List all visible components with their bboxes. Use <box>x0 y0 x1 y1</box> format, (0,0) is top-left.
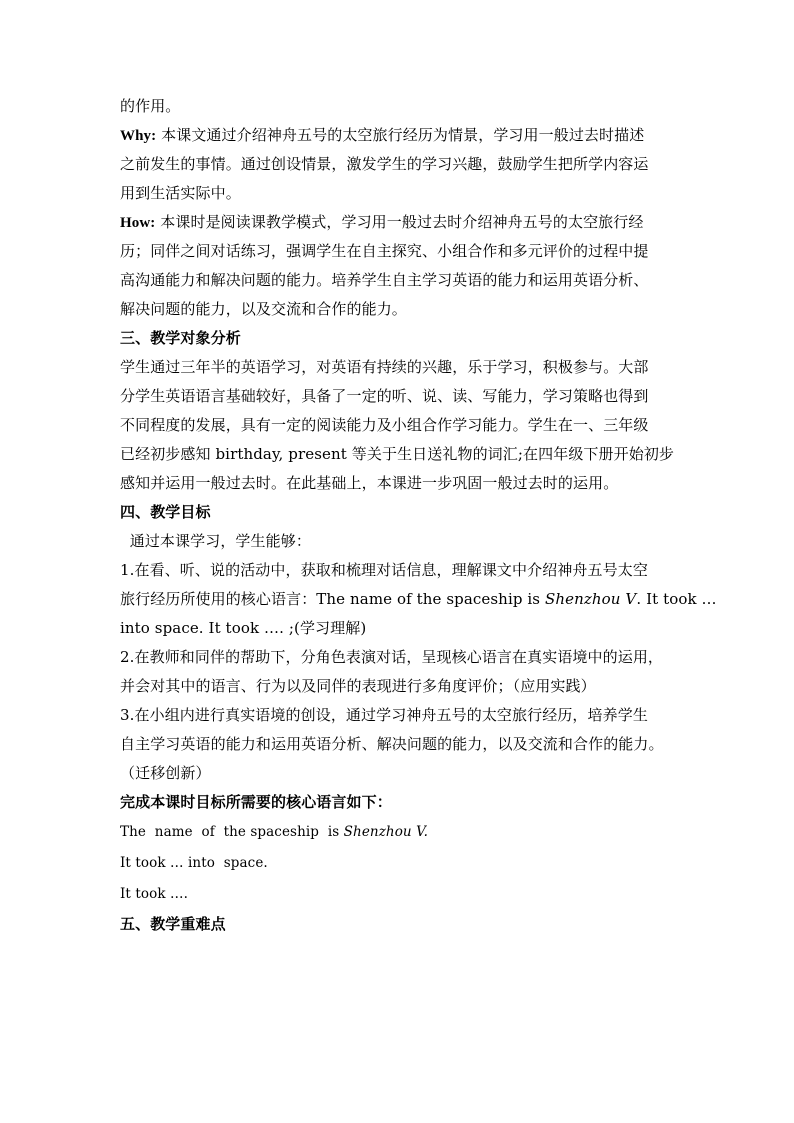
section3-line: 学生通过三年半的英语学习，对英语有持续的兴趣，乐于学习，积极参与。大部 <box>120 358 649 376</box>
goal-1-text: 旅行经历所使用的核心语言：The name of the spaceship is <box>120 590 545 608</box>
core-sentence-1-text: The name of the spaceship is <box>120 824 344 840</box>
core-language-heading: 完成本课时目标所需要的核心语言如下： <box>120 793 392 811</box>
document-body <box>120 92 717 939</box>
section-heading-3: 三、教学对象分析 <box>120 329 241 347</box>
section-heading-4: 四、教学目标 <box>120 503 211 521</box>
goal-2-line: 2.在教师和同伴的帮助下，分角色表演对话，呈现核心语言在真实语境中的运用， <box>120 648 664 666</box>
why-label: Why: <box>120 128 157 144</box>
section3-line: 不同程度的发展，具有一定的阅读能力及小组合作学习能力。学生在一、三年级 <box>120 416 649 434</box>
core-sentence-2: It took … into space. <box>120 855 268 871</box>
why-text: 本课文通过介绍神舟五号的太空旅行经历为情景，学习用一般过去时描述 <box>161 126 645 144</box>
how-text: 本课时是阅读课教学模式，学习用一般过去时介绍神舟五号的太空旅行经 <box>160 213 644 231</box>
section-heading-5: 五、教学重难点 <box>120 915 226 933</box>
core-sentence-3: It took …. <box>120 886 188 902</box>
spaceship-name: Shenzhou V <box>544 590 637 608</box>
how-paragraph-line: 解决问题的能力，以及交流和合作的能力。 <box>120 300 407 318</box>
core-sentence-1 <box>120 817 678 848</box>
why-paragraph-line <box>120 121 678 150</box>
goal-2-line: 并会对其中的语言、行为以及同伴的表现进行多角度评价；（应用实践） <box>120 677 596 695</box>
goal-1-line <box>120 585 717 614</box>
goal-3-line: 自主学习英语的能力和运用英语分析、解决问题的能力，以及交流和合作的能力。 <box>120 735 664 753</box>
section3-line: 已经初步感知 birthday, present 等关于生日送礼物的词汇;在四年级下册开始初步 <box>120 445 675 463</box>
why-paragraph-line: 之前发生的事情。通过创设情景，激发学生的学习兴趣，鼓励学生把所学内容运 <box>120 155 649 173</box>
core-sentence-1-name: Shenzhou V. <box>343 824 428 840</box>
goal-1-line: into space. It took …. ;(学习理解) <box>120 619 367 637</box>
how-paragraph-line: 历；同伴之间对话练习，强调学生在自主探究、小组合作和多元评价的过程中提 <box>120 242 649 260</box>
goal-1-line: 1.在看、听、说的活动中，获取和梳理对话信息，理解课文中介绍神舟五号太空 <box>120 561 648 579</box>
how-label: How: <box>120 215 156 231</box>
why-paragraph-line: 用到生活实际中。 <box>120 184 241 202</box>
goal-3-line: 3.在小组内进行真实语境的创设，通过学习神舟五号的太空旅行经历，培养学生 <box>120 706 648 724</box>
how-paragraph-line <box>120 208 678 237</box>
section3-line: 感知并运用一般过去时。在此基础上，本课进一步巩固一般过去时的运用。 <box>120 474 619 492</box>
goal-3-line: （迁移创新） <box>120 764 211 782</box>
how-paragraph-line: 高沟通能力和解决问题的能力。培养学生自主学习英语的能力和运用英语分析、 <box>120 271 649 289</box>
paragraph-line: 的作用。 <box>120 97 181 115</box>
section4-intro: 通过本课学习，学生能够： <box>120 532 311 550</box>
goal-1-text-end: . It took … <box>636 590 717 608</box>
section3-line: 分学生英语语言基础较好，具备了一定的听、说、读、写能力，学习策略也得到 <box>120 387 649 405</box>
